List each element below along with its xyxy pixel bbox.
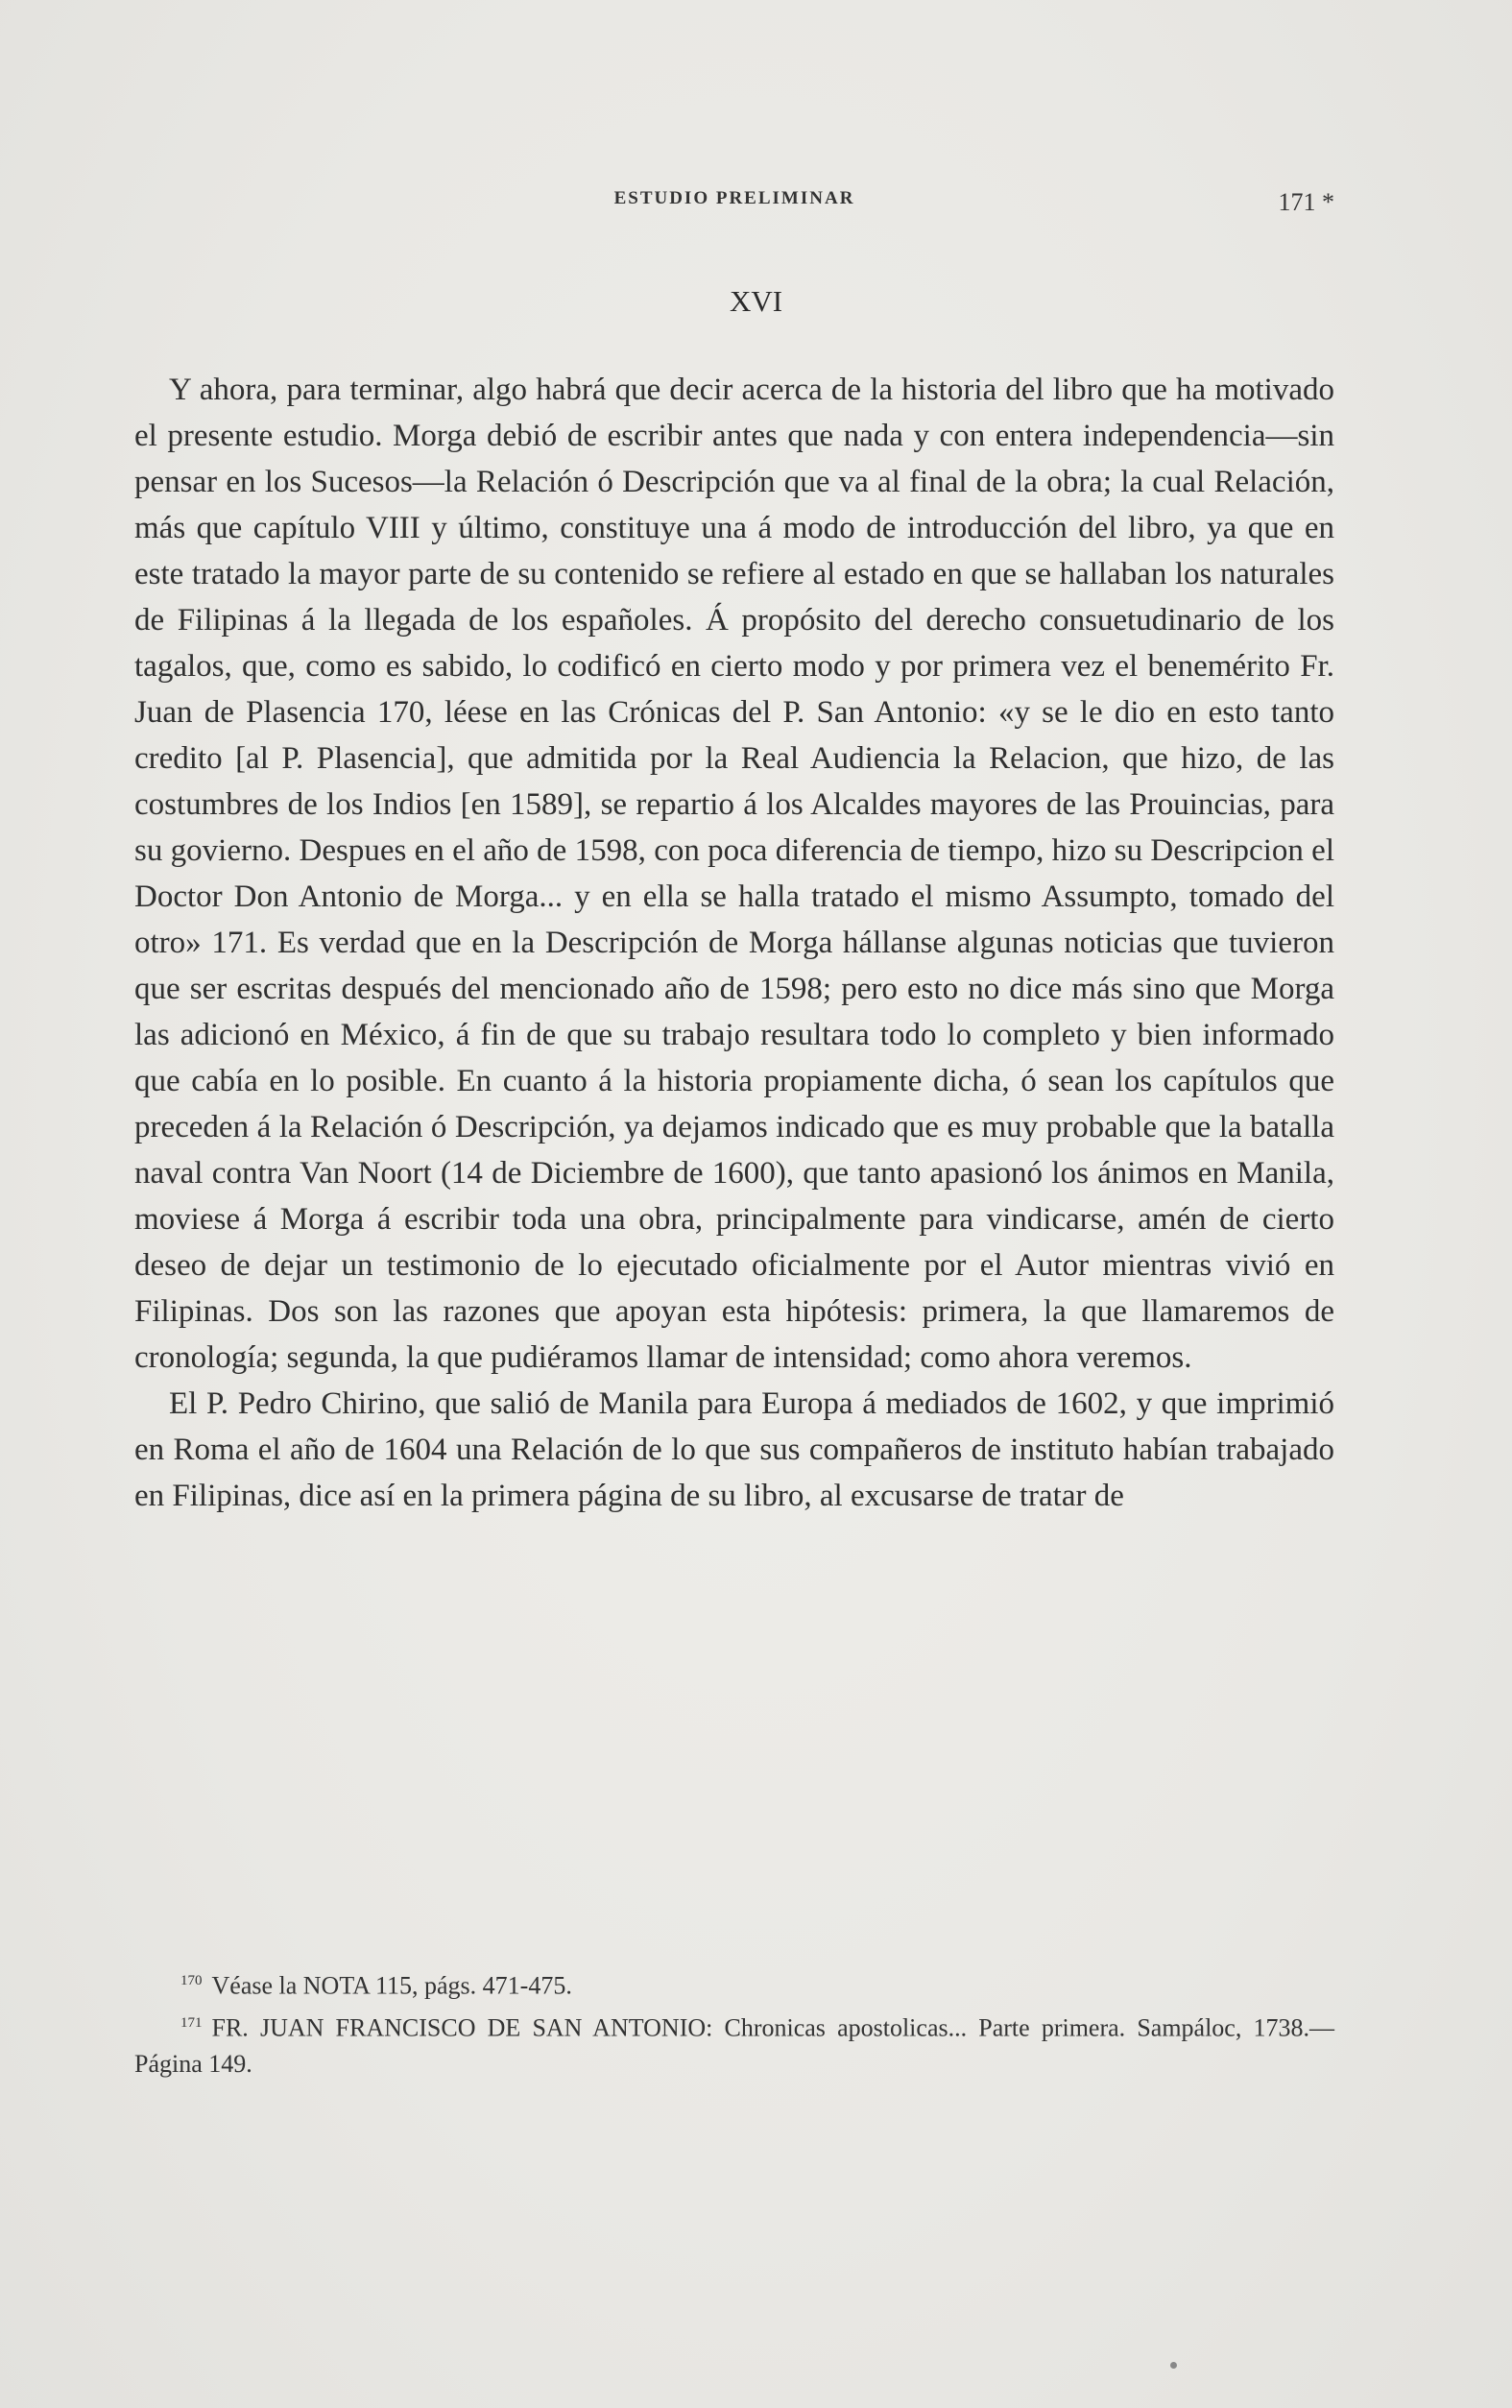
paragraph-1: Y ahora, para terminar, algo habrá que decir acerca de la historia del libro que ha motivado el presente estudio. Morga debió de escribir antes que nada y con entera independencia—sin pensar en los Sucesos—la Relación ó Descripción que va al final de la obra; la cual Relación, más que capítulo VIII y último, constituye una á modo de introducción del libro, ya que en este tratado la mayor parte de su contenido se refiere al estado en que se hallaban los naturales de Filipinas á la llegada de los españoles. Á propósito del derecho consuetudinario de los tagalos, que, como es sabido, lo codificó en cierto modo y por primera vez el benemérito Fr. Juan de Plasencia 170, léese en las Crónicas del P. San Antonio: «y se le dio en esto tanto credito [al P. Plasencia], que admitida por la Real Audiencia la Relacion, que hizo, de las costumbres de los Indios [en 1589], se repartio á los Alcaldes mayores de las Prouincias, para su govierno. Despues en el año de 1598, con poca diferencia de tiempo, hizo su Descripcion el Doctor Don Antonio de Morga... y en ella se halla tratado el mismo Assumpto, tomado del otro» 171. Es verdad que en la Descripción de Morga hállanse algunas noticias que tuvieron que ser escritas después del mencionado año de 1598; pero esto no dice más sino que Morga las adicionó en México, á fin de que su trabajo resultara todo lo completo y bien informado que cabía en lo posible. En cuanto á la historia propiamente dicha, ó sean los capítulos que preceden á la Relación ó Descripción, ya dejamos indicado que es muy probable que la batalla naval contra Van Noort (14 de Diciembre de 1600), que tanto apasionó los ánimos en Manila, moviese á Morga á escribir toda una obra, principalmente para vindicarse, amén de cierto deseo de dejar un testimonio de lo ejecutado oficialmente por el Autor mientras vivió en Filipinas. Dos son las razones que apoyan esta hipótesis: primera, la que llamaremos de cronología; segunda, la que pudiéramos llamar de intensidad; como ahora veremos. <box>134 373 1334 1375</box>
running-title: ESTUDIO PRELIMINAR <box>613 188 855 208</box>
footnotes <box>134 1963 1334 2083</box>
page-header <box>134 188 1334 217</box>
paragraph-2: El P. Pedro Chirino, que salió de Manila para Europa á mediados de 1602, y que imprimió en Roma el año de 1604 una Relación de lo que sus compañeros de instituto habían trabajado en Filipinas, dice así en la primera página de su libro, al excusarse de tratar de <box>134 1386 1334 1513</box>
footnote-mark: 171 <box>180 2014 203 2031</box>
page-number: 171 * <box>1278 188 1334 216</box>
page-speck <box>1170 2362 1177 2369</box>
footnote-text: FR. JUAN FRANCISCO DE SAN ANTONIO: Chronicas apostolicas... Parte primera. Sampáloc, 1738.—Página 149. <box>134 2013 1334 2079</box>
section-number: XVI <box>729 284 783 318</box>
footnote-171 <box>134 2005 1334 2083</box>
footnote-mark: 170 <box>180 1973 203 1988</box>
footnote-text: Véase la NOTA 115, págs. 471-475. <box>211 1971 572 2000</box>
body-text <box>134 367 1334 1519</box>
footnote-170 <box>134 1963 1334 2005</box>
